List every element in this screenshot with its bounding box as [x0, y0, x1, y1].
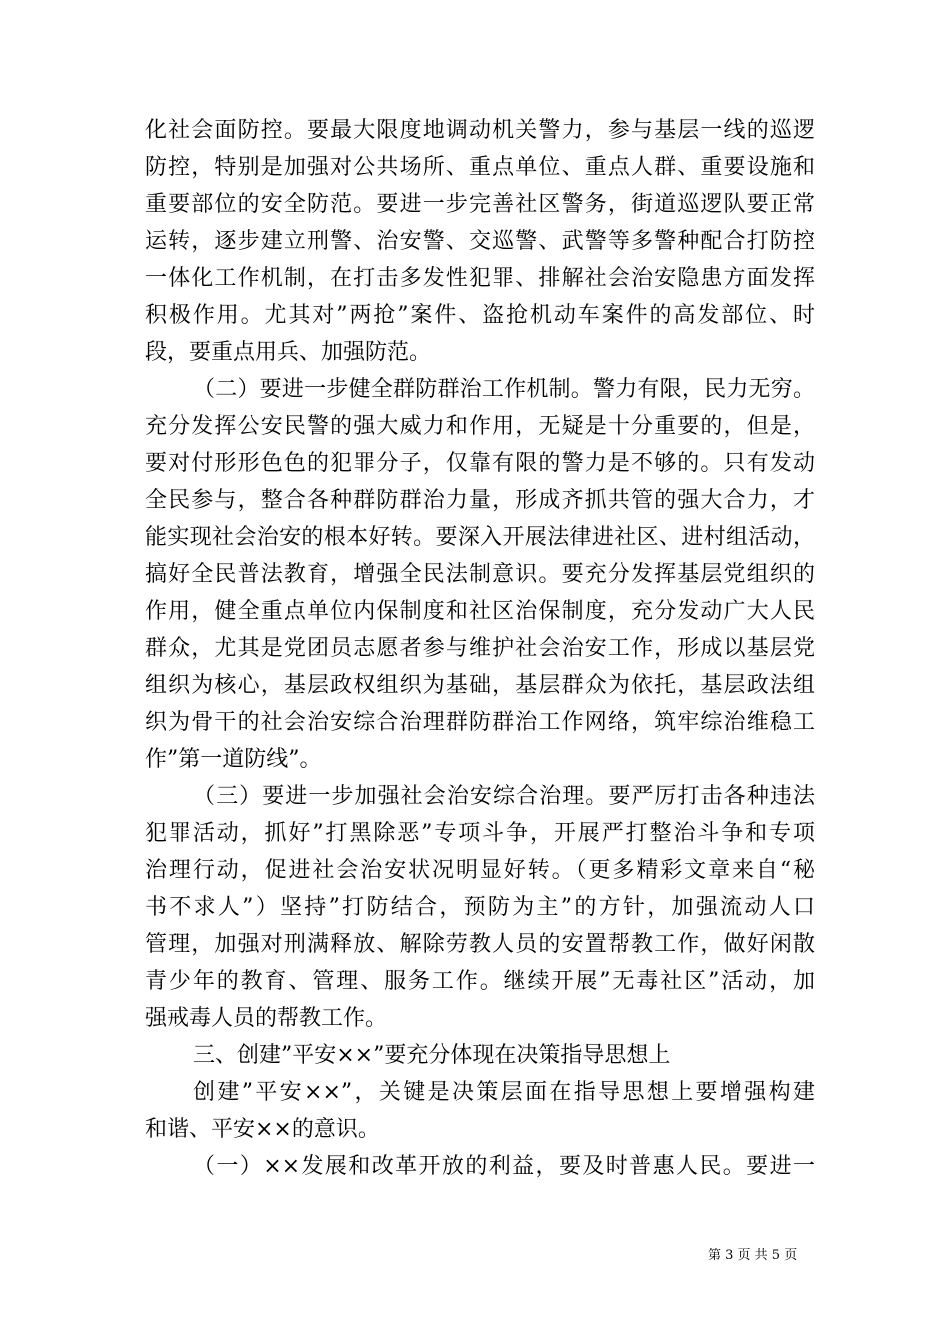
paragraph-line: 管理，加强对刑满释放、解除劳教人员的安置帮教工作，做好闲散: [145, 932, 815, 957]
paragraph-line: 重要部位的安全防范。要进一步完善社区警务，街道巡逻队要正常: [145, 192, 815, 217]
paragraph-line: （三）要进一步加强社会治安综合治理。要严厉打击各种违法: [193, 784, 815, 809]
section-heading: 三、创建”平安××”要充分体现在决策指导思想上: [193, 1043, 671, 1068]
paragraph-line: 要对付形形色色的犯罪分子，仅靠有限的警力是不够的。只有发动: [145, 451, 815, 476]
paragraph-line: 一体化工作机制，在打击多发性犯罪、排解社会治安隐患方面发挥: [145, 266, 815, 291]
paragraph-line: 和谐、平安××的意识。: [145, 1117, 380, 1142]
paragraph-line: 防控，特别是加强对公共场所、重点单位、重点人群、重要设施和: [145, 155, 815, 180]
paragraph-line: 积极作用。尤其对”两抢”案件、盗抢机动车案件的高发部位、时: [145, 303, 815, 328]
paragraph-line: （二）要进一步健全群防群治工作机制。警力有限，民力无穷。: [193, 377, 815, 402]
paragraph-line: 治理行动，促进社会治安状况明显好转。（更多精彩文章来自“秘: [145, 858, 815, 883]
paragraph-line: 作”第一道防线”。: [145, 747, 322, 772]
paragraph-line: 运转，逐步建立刑警、治安警、交巡警、武警等多警种配合打防控: [145, 229, 815, 254]
paragraph-line: 群众，尤其是党团员志愿者参与维护社会治安工作，形成以基层党: [145, 636, 815, 661]
document-body: [145, 112, 815, 1185]
paragraph-line: 段，要重点用兵、加强防范。: [145, 340, 432, 365]
paragraph-line: （一）××发展和改革开放的利益，要及时普惠人民。要进一: [193, 1154, 815, 1179]
paragraph-line: 织为骨干的社会治安综合治理群防群治工作网络，筑牢综治维稳工: [145, 710, 815, 735]
paragraph-line: 化社会面防控。要最大限度地调动机关警力，参与基层一线的巡逻: [145, 118, 815, 143]
paragraph-line: 青少年的教育、管理、服务工作。继续开展”无毒社区”活动，加: [145, 969, 815, 994]
paragraph-line: 犯罪活动，抓好”打黑除恶”专项斗争，开展严打整治斗争和专项: [145, 821, 815, 846]
paragraph-line: 能实现社会治安的根本好转。要深入开展法律进社区、进村组活动，: [145, 525, 815, 550]
paragraph-line: 作用，健全重点单位内保制度和社区治保制度，充分发动广大人民: [145, 599, 815, 624]
paragraph-line: 创建”平安××”，关键是决策层面在指导思想上要增强构建: [193, 1080, 815, 1105]
paragraph-line: 充分发挥公安民警的强大威力和作用，无疑是十分重要的，但是，: [145, 414, 815, 439]
paragraph-line: 全民参与，整合各种群防群治力量，形成齐抓共管的强大合力，才: [145, 488, 815, 513]
page-number: 第 3 页 共 5 页: [708, 1248, 798, 1263]
paragraph-line: 书不求人”）坚持”打防结合，预防为主”的方针，加强流动人口: [145, 895, 815, 920]
paragraph-line: 组织为核心，基层政权组织为基础，基层群众为依托，基层政法组: [145, 673, 815, 698]
paragraph-line: 搞好全民普法教育，增强全民法制意识。要充分发挥基层党组织的: [145, 562, 815, 587]
paragraph-line: 强戒毒人员的帮教工作。: [145, 1006, 388, 1031]
